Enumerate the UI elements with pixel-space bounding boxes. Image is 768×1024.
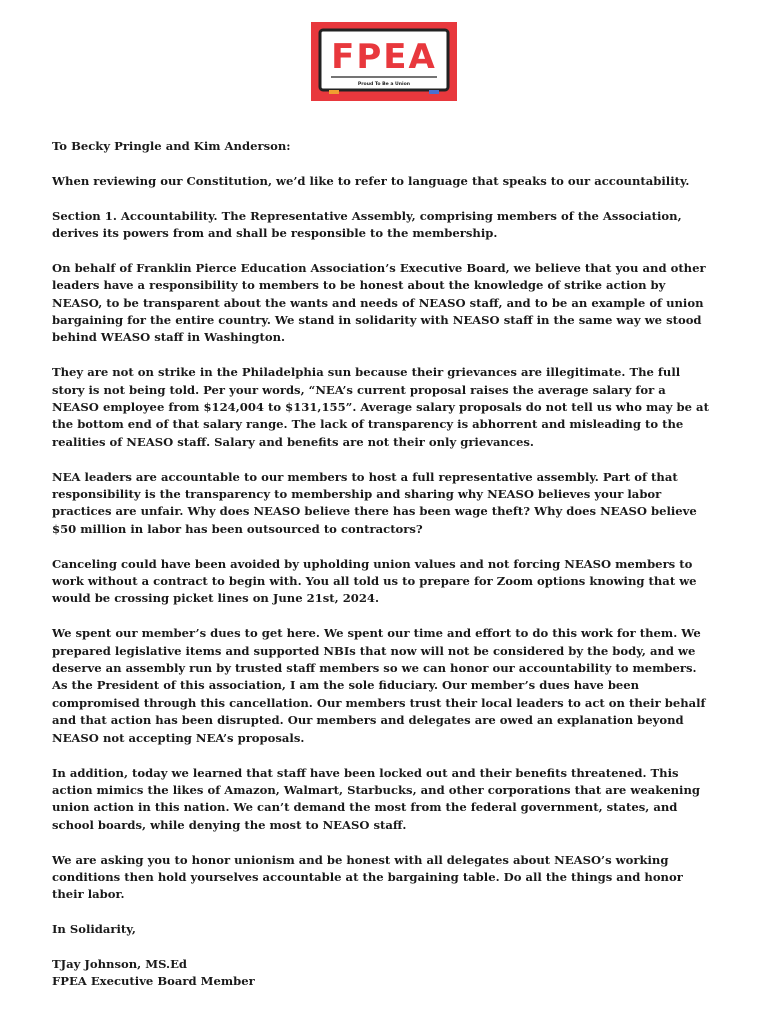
salutation: To Becky Pringle and Kim Anderson: (52, 139, 291, 153)
closing: In Solidarity, (52, 922, 136, 937)
logo-text: FPEA (331, 37, 437, 77)
paragraph: They are not on strike in the Philadelphia sun because their grievances are illegitimate. The full story is not being told. Per your words, “NEA’s current proposal raises the average salary for a NEASO employee from $124,004 to $131,155”. Average salary proposals do not tell us who may be at the bottom end of that salary range. The lack of transparency is abhorrent and misleading to the realities of NEASO staff. Salary and benefits are not their only grievances. (52, 365, 709, 449)
logo-accent-right (429, 90, 439, 94)
paragraph: In addition, today we learned that staff have been locked out and their benefits threatened. This action mimics the likes of Amazon, Walmart, Starbucks, and other corporations that are weakening union action in this nation. We can’t demand the most from the federal government, states, and school boards, while denying the most to NEASO staff. (52, 765, 700, 832)
paragraph: NEA leaders are accountable to our members to host a full representative assembly. Part of that responsibility is the transparency to membership and sharing why NEASO believes your labor practices are unfair. Why does NEASO believe there has been wage theft? Why does NEASO believe $50 million in labor has been outsourced to contractors? (52, 469, 697, 536)
signature-title: FPEA Executive Board Member (52, 974, 255, 989)
fpea-logo (311, 22, 457, 101)
logo-accent-left (329, 90, 339, 94)
letter-body (52, 138, 716, 991)
logo-tagline: Proud To Be a Union (357, 82, 411, 87)
signature-block (52, 956, 716, 991)
fpea-logo-graphic (311, 22, 457, 101)
paragraph: On behalf of Franklin Pierce Education Association’s Executive Board, we believe that you and other leaders have a responsibility to members to be honest about the knowledge of strike action by NEASO, to be transparent about the wants and needs of NEASO staff, and to be an example of union bargaining for the entire country. We stand in solidarity with NEASO staff in the same way we stood behind WEASO staff in Washington. (52, 260, 706, 345)
signature-name: TJay Johnson, MS.Ed (52, 956, 188, 971)
paragraph: We spent our member’s dues to get here. We spent our time and effort to do this work for them. We prepared legislative items and supported NBIs that now will not be considered by the body, and we deserve an assembly run by trusted staff members so we can honor our accountability to members. As the President of this association, I am the sole fiduciary. Our member’s dues have been compromised through this cancellation. Our members trust their local leaders to act on their behalf and that action has been disrupted. Our members and delegates are owed an explanation beyond NEASO not accepting NEA’s proposals. (52, 626, 706, 745)
paragraph: We are asking you to honor unionism and be honest with all delegates about NEASO’s working conditions then hold yourselves accountable at the bargaining table. Do all the things and honor their labor. (52, 852, 683, 902)
paragraph: When reviewing our Constitution, we’d like to refer to language that speaks to our accountability. (52, 173, 690, 188)
paragraph: Section 1. Accountability. The Representative Assembly, comprising members of the Association, derives its powers from and shall be responsible to the membership. (52, 208, 682, 240)
paragraph: Canceling could have been avoided by upholding union values and not forcing NEASO members to work without a contract to begin with. You all told us to prepare for Zoom options knowing that we would be crossing picket lines on June 21st, 2024. (52, 556, 697, 606)
